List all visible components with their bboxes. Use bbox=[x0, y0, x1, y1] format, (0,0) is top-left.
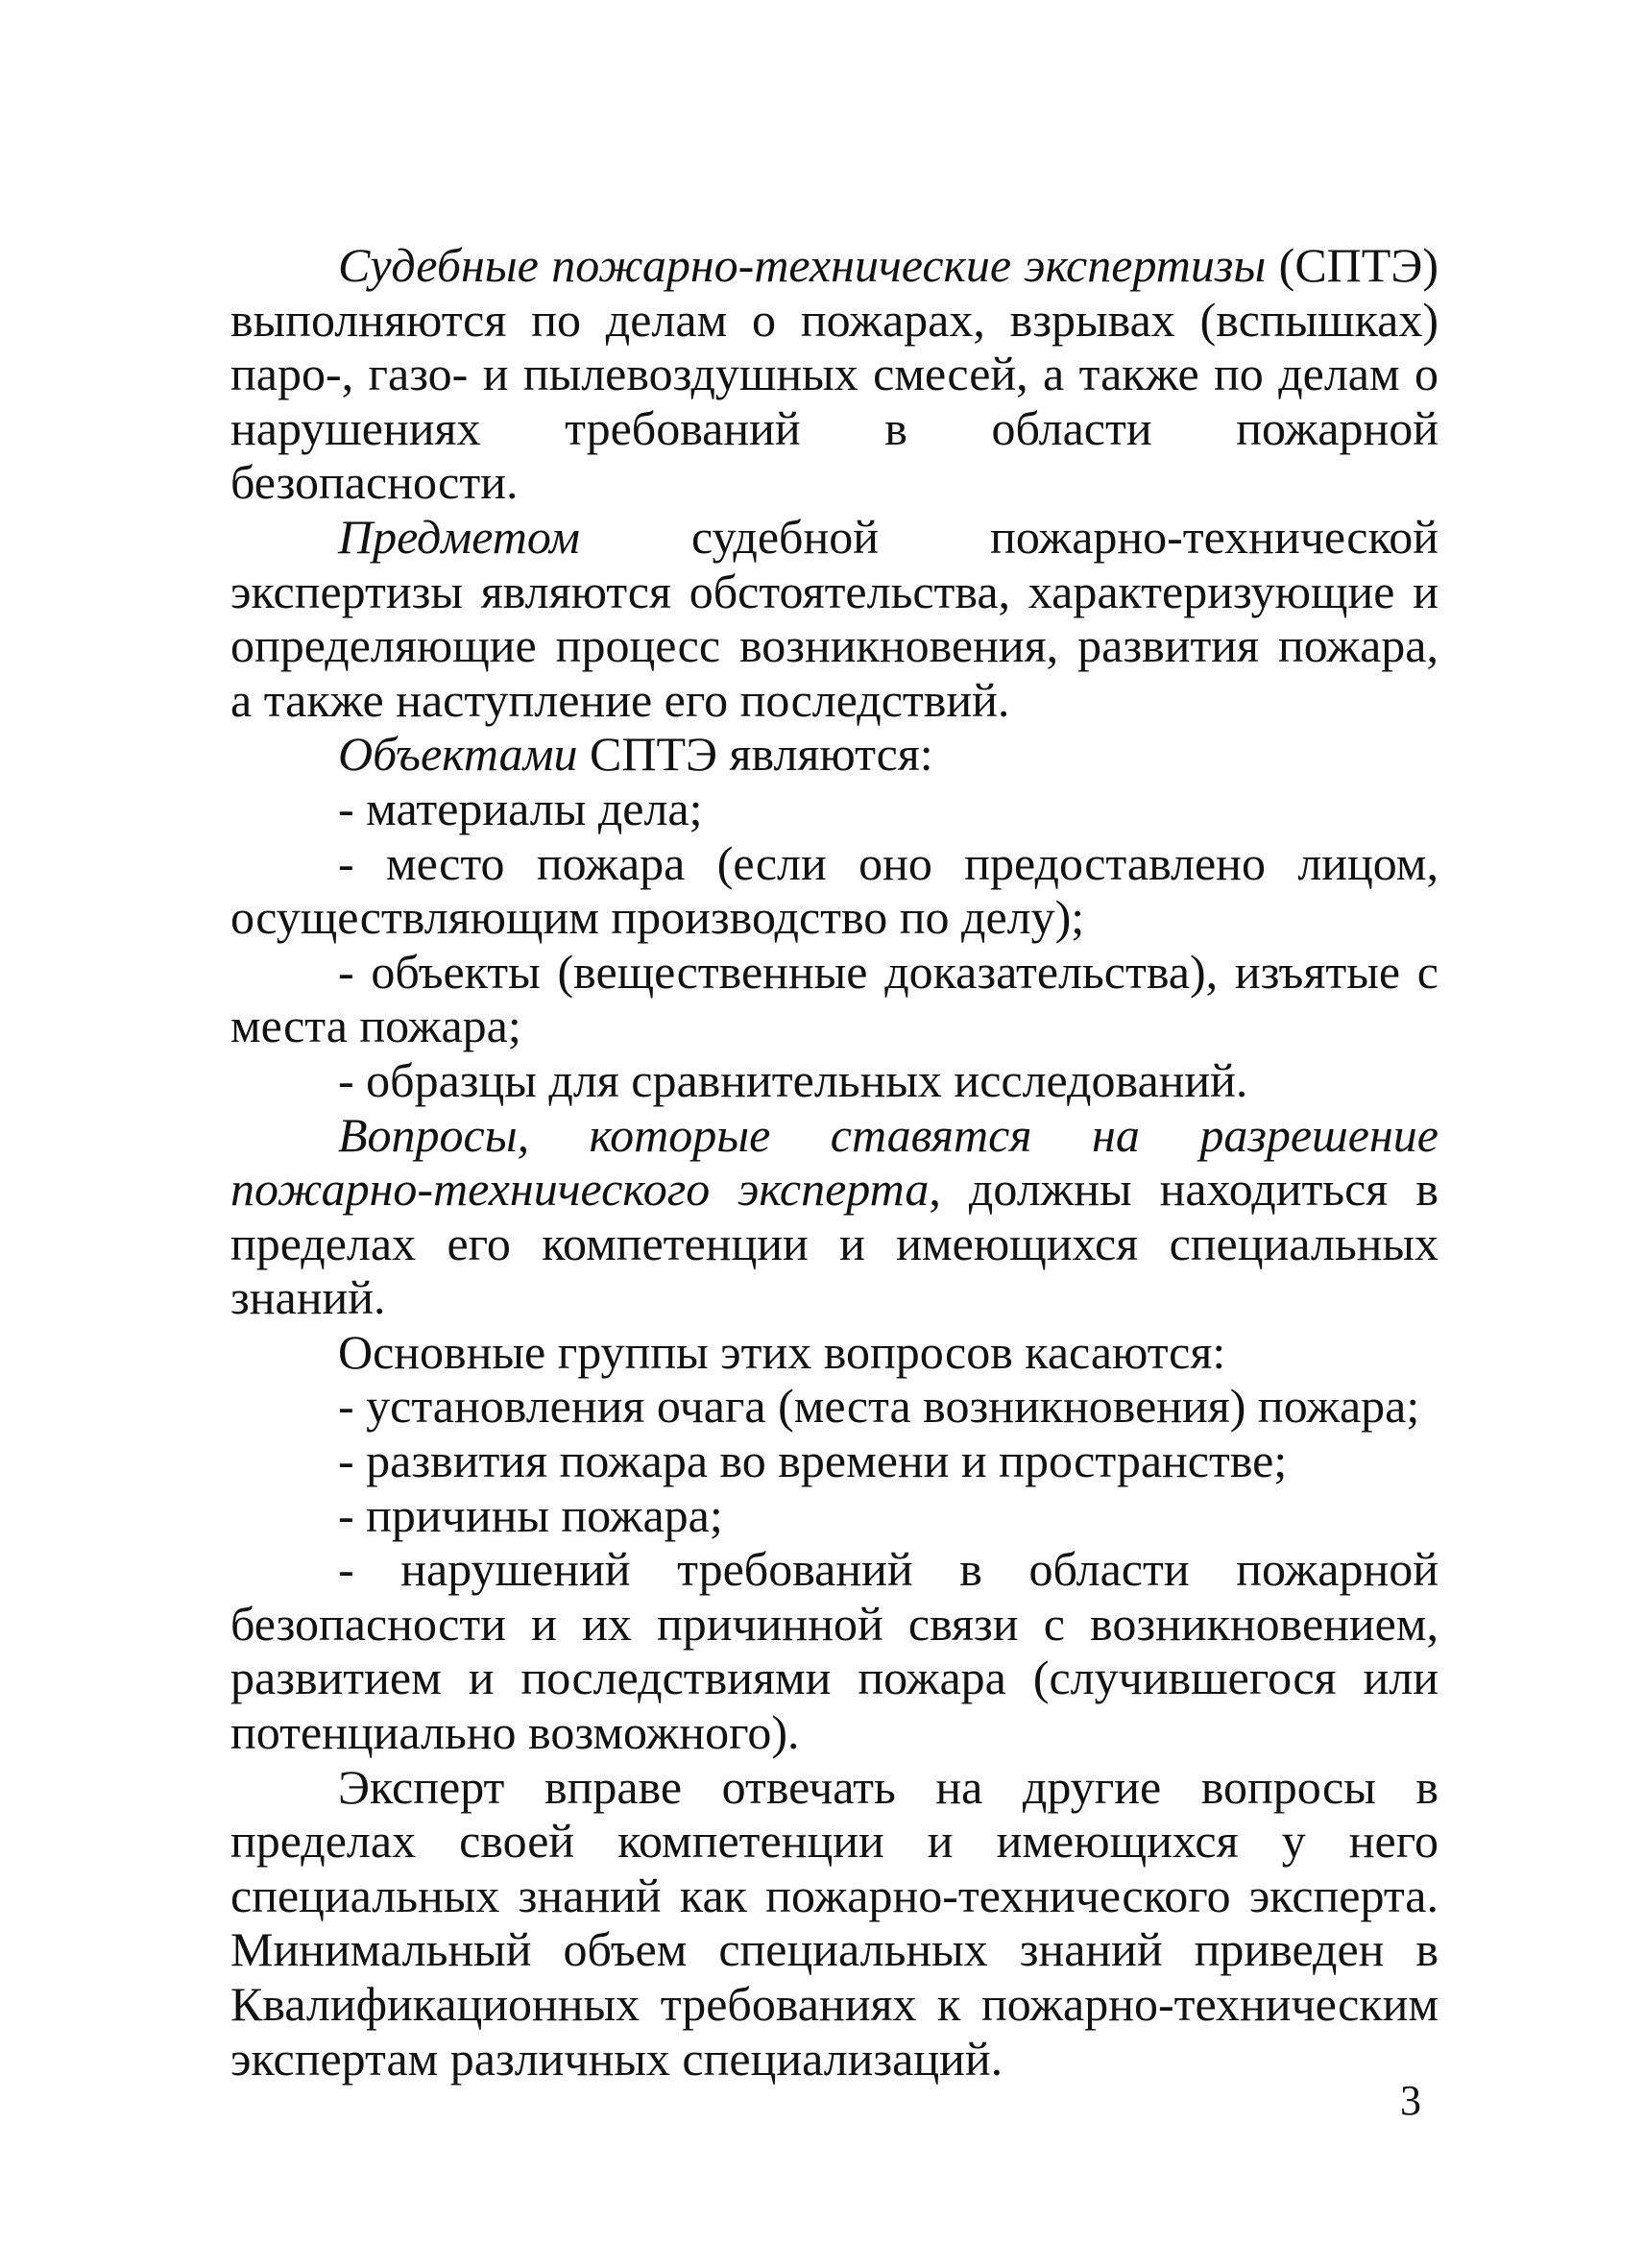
list-item-physical-evidence: - объекты (вещественные доказательства), изъятые с места пожара; bbox=[230, 944, 1438, 1053]
paragraph-text: судебной пожарно-технической экспертизы являются обстоятельства, характеризующие и определяющие процесс возникновения, развития пожара, а также наступление его последствий. bbox=[230, 509, 1438, 727]
page-number: 3 bbox=[1400, 2077, 1421, 2124]
list-item-safety-violations: - нарушений требований в области пожарной безопасности и их причинной связи с возникновением, развитием и последствиями пожара (случившегося или потенциально возможного). bbox=[230, 1542, 1438, 1760]
document-page bbox=[230, 238, 1438, 2086]
list-item-fire-development: - развития пожара во времени и пространстве; bbox=[338, 1434, 1288, 1488]
paragraph-text: СПТЭ являются: bbox=[577, 727, 933, 782]
term-subject: Предметом bbox=[338, 509, 580, 564]
term-objects: Объектами bbox=[338, 727, 578, 782]
paragraph-objects-heading bbox=[230, 727, 1438, 782]
list-item-fire-site: - место пожара (если оно предоставлено лицом, осуществляющим производство по делу); bbox=[230, 835, 1438, 945]
term-spte: Судебные пожарно-технические экспертизы bbox=[338, 238, 1267, 292]
paragraph-question-groups-heading: Основные группы этих вопросов касаются: bbox=[338, 1324, 1226, 1379]
paragraph-expert-competence: Эксперт вправе отвечать на другие вопросы в пределах своей компетенции и имеющихся у него специальных знаний как пожарно-технического эксперта. Минимальный объем специальных знаний приведен в Квалификационных требованиях к пожарно-техническим экспертам различных специализаций. bbox=[230, 1759, 1438, 2086]
paragraph-spte-definition bbox=[230, 238, 1438, 510]
paragraph-text: (СПТЭ) выполняются по делам о пожарах, взрывах (вспышках) паро-, газо- и пылевоздушных смесей, а также по делам о нарушениях требований в области пожарной безопасности. bbox=[230, 238, 1438, 510]
term-questions: Вопросы, которые ставятся на разрешение пожарно-технического эксперта bbox=[230, 1107, 1438, 1217]
paragraph-questions bbox=[230, 1108, 1438, 1325]
list-item-comparison-samples: - образцы для сравнительных исследований. bbox=[338, 1052, 1248, 1107]
paragraph-text: , должны находиться в пределах его компетенции и имеющихся специальных знаний. bbox=[230, 1162, 1438, 1325]
paragraph-subject bbox=[230, 510, 1438, 727]
list-item-fire-causes: - причины пожара; bbox=[338, 1487, 723, 1542]
list-item-fire-origin: - установления очага (места возникновения) пожара; bbox=[338, 1379, 1420, 1434]
list-item-case-materials: - материалы дела; bbox=[338, 781, 703, 835]
